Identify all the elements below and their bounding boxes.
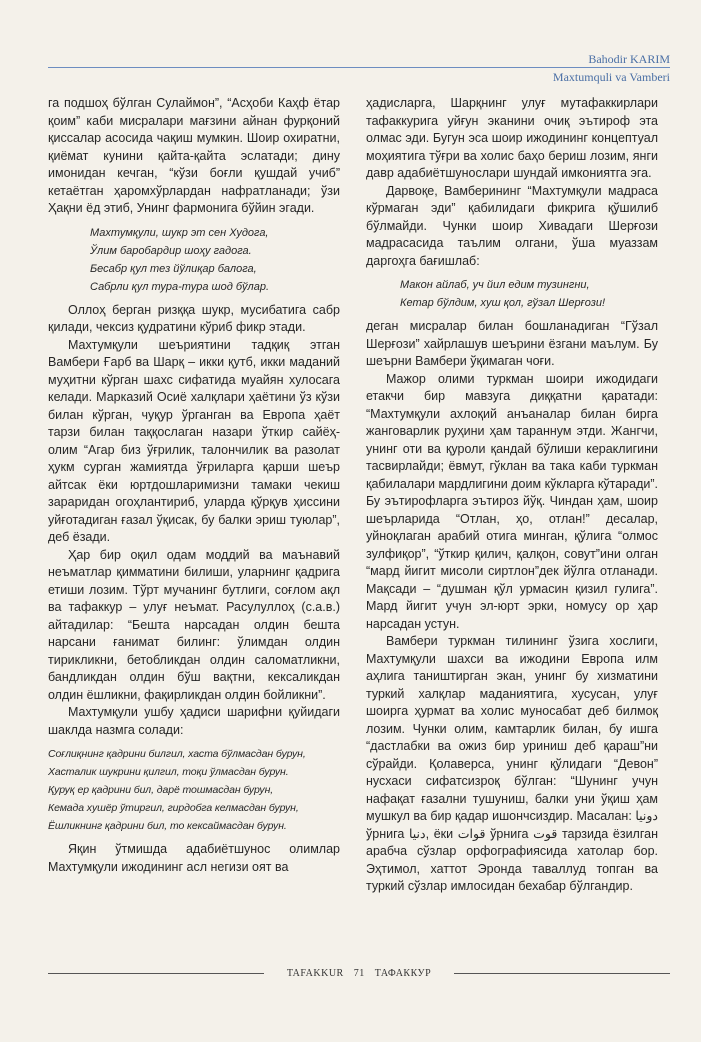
poem-line: Бесабр қул тез йўлиқар балога, (90, 262, 257, 275)
poem-line: Соғлиқнинг қадрини билгил, хаста бўлмасдан бурун, (48, 748, 306, 760)
paragraph: Мажор олими туркман шоири ижодидаги етакчи бир мавзуга диққатни қаратади: “Махтумқули ахлоқий анъаналар билан бирга жанговарлик руҳини ҳам тараннум этди. Жангчи, унинг оти ва қуроли қандай бўлиши кераклигини тасвирлайди; ёвмут, гўклан ва така каби туркман қабилалари мардлигини доим кўкларга кўтаради”. Бу эътирофларга эътироз йўқ. Чиндан ҳам, шоир шеърларида “Отлан, ҳо, отлан!” десалар, уйноқлаган арабий отига минган, қўлига “олмос зулфиқор”, “ўткир қилич, қалқон, совут”ини олган “мард йигит мисоли сиртлон”дек йўлга отланади. Мақсади – “душман қўл урмасин қизил гулига”. Мард йигит учун эл-юрт эрки, номусу ор ҳар нарсадан устун. (366, 371, 658, 631)
running-header (48, 52, 670, 84)
page-footer (48, 966, 670, 980)
poem-line: Кетар бўлдим, хуш қол, гўзал Шерғози! (400, 297, 606, 309)
poem-line: Махтумқули, шукр эт сен Худога, (90, 226, 269, 239)
footer-rule-left (48, 973, 264, 974)
left-column (48, 95, 340, 876)
poem-quote (48, 224, 340, 296)
header-rule (48, 67, 670, 68)
right-column (366, 95, 658, 896)
paragraph: ҳадисларга, Шарқнинг улуғ мутафаккирлари тафаккурига уйғун эканини очиқ эътироф эта олмас эди. Бугун эса шоир ижодининг концептуал моҳиятига тўғри ва холис баҳо бериш лозим, янги давр адабиётшунослари шундай имкониятга эга. (366, 96, 658, 180)
paragraph: Оллоҳ берган ризққа шукр, мусибатига сабр қилади, чексиз қудратини кўриб фикр этади. (48, 302, 340, 334)
poem-line: Кемада хушёр ўтиргил, гирдобга келмасдан бурун, (48, 802, 299, 814)
header-author: Bahodir KARIM (588, 52, 670, 66)
poem-line: Макон айлаб, уч йил едим тузингни, (400, 279, 590, 291)
paragraph: Вамбери туркман тилининг ўзига хослиги, Махтумқули шахси ва ижодини Европа илм аҳлига таништирган экан, унинг бу хизматини туркий халқлар маданиятига, хусусан, улуғ шоирга ҳурмат ва холис муносабат деб билмоқ лозим. Чунки олим, камтарлик билан, бу ишга “дастлабки ва ожиз бир уриниш деб қараш”ни сўрайди. Қолаверса, унинг қўлидаги “Девон” нусхаси сифатсизроқ бўлган: “Шунинг учун нафақат ғазални тушуниш, балки уни ўқиш ҳам мушкул ва бир қадар ишончсиздир. Масалан: دونیا ўрнига دنیا, ёки قوات ўрнига قوت тарзида ёзилган арабча сўзлар орфографиясида хатолар бор. Эҳтимол, хаттот Эронда таваллуд топган ва туркий сўзлар имлосидан бехабар бўлгандир. (366, 634, 658, 893)
paragraph: Махтумқули ушбу ҳадиси шарифни қуйидаги шаклда назмга солади: (48, 705, 340, 737)
footer-rule-right (454, 973, 670, 974)
paragraph: Яқин ўтмишда адабиётшунос олимлар Махтумқули ижодининг асл негизи оят ва (48, 842, 340, 874)
poem-line: Қуруқ ер қадрини бил, дарё тошмасдан бурун, (48, 784, 274, 796)
poem-quote (366, 276, 658, 312)
poem-line: Хасталик шукрини қилгил, тоқи ўлмасдан бурун. (48, 766, 289, 778)
poem-quote (48, 745, 340, 835)
paragraph: деган мисралар билан бошланадиган “Гўзал Шерғози” хайрлашув шеърини ёзгани маълум. Бу шеърни Вамбери ўқимаган чоғи. (366, 319, 658, 368)
poem-line: Сабрли қул тура-тура шод бўлар. (90, 280, 270, 293)
paragraph: Дарвоқе, Вамберининг “Махтумқули мадраса кўрмаган эди” қабилидаги фикрига қўшилиб бўлмайди. Чунки шоир Хивадаги Шерғози мадрасасида таълим олгани, ўша муаззам даргоҳга бағишлаб: (366, 183, 658, 268)
footer-journal-cyrillic: ТАФАККУР (374, 967, 432, 979)
poem-line: Ёшликнинг қадрини бил, то кексаймасдан бурун. (48, 820, 287, 832)
page-number: 71 (353, 967, 365, 979)
poem-line: Ўлим баробардир шоҳу гадога. (90, 244, 252, 257)
paragraph: Махтумқули шеъриятини тадқиқ этган Вамбери Ғарб ва Шарқ – икки қутб, икки маданий муҳитни кўрган шахс сифатида муайян хулосага келади. Марказий Осиё халқлари ҳаётини ўз кўзи билан кўрган, чуқур ўрганган ва Европа ҳаёт тарзи билан таққослаган назари ўткир сайёҳ-олим “Агар биз ўғрилик, талончилик ва разолат ҳукм сурган жамиятда ўғриларга қарши шеър айтсак ёки юртдошларимизни тамаки чекиш зараридан огоҳлантириб, уларда қўрқув ҳиссини уйғотадиган ғазал ўқисак, бу балки эриш туюлар”, деб ёзади. (48, 337, 340, 544)
footer-journal-latin: TAFAKKUR (286, 967, 344, 979)
paragraph: га подшоҳ бўлган Сулаймон”, “Асҳоби Каҳф ётар қоим” каби мисралари мағзини айнан фурқоний қиссалар асосида чақиш мумкин. Шоир охиратни, қиёмат кунини қайта-қайта эслатади; дину имонидан кечган, “кўзи боғли қушдай учиб” кетаётган ҳаромхўрлардан нафратланади; ўзи Ҳақни ёд этиб, Унинг фармонига бўйин эгади. (48, 96, 340, 215)
header-title: Maxtumquli va Vamberi (552, 70, 670, 84)
paragraph: Ҳар бир оқил одам моддий ва маънавий неъматлар қимматини билиши, уларнинг қадрига етиши лозим. Тўрт мучанинг бутлиги, соғлом ақл ва тафаккур – улуғ неъмат. Расулуллоҳ (с.а.в.) айтадилар: “Бешта нарсадан олдин бешта нарсани ғанимат билинг: ўлимдан олдин тирикликни, бетобликдан олдин саломатликни, бандликдан олдин бўш вақтни, кексаликдан олдин ёшликни, фақирликдан олдин бойликни”. (48, 547, 340, 702)
